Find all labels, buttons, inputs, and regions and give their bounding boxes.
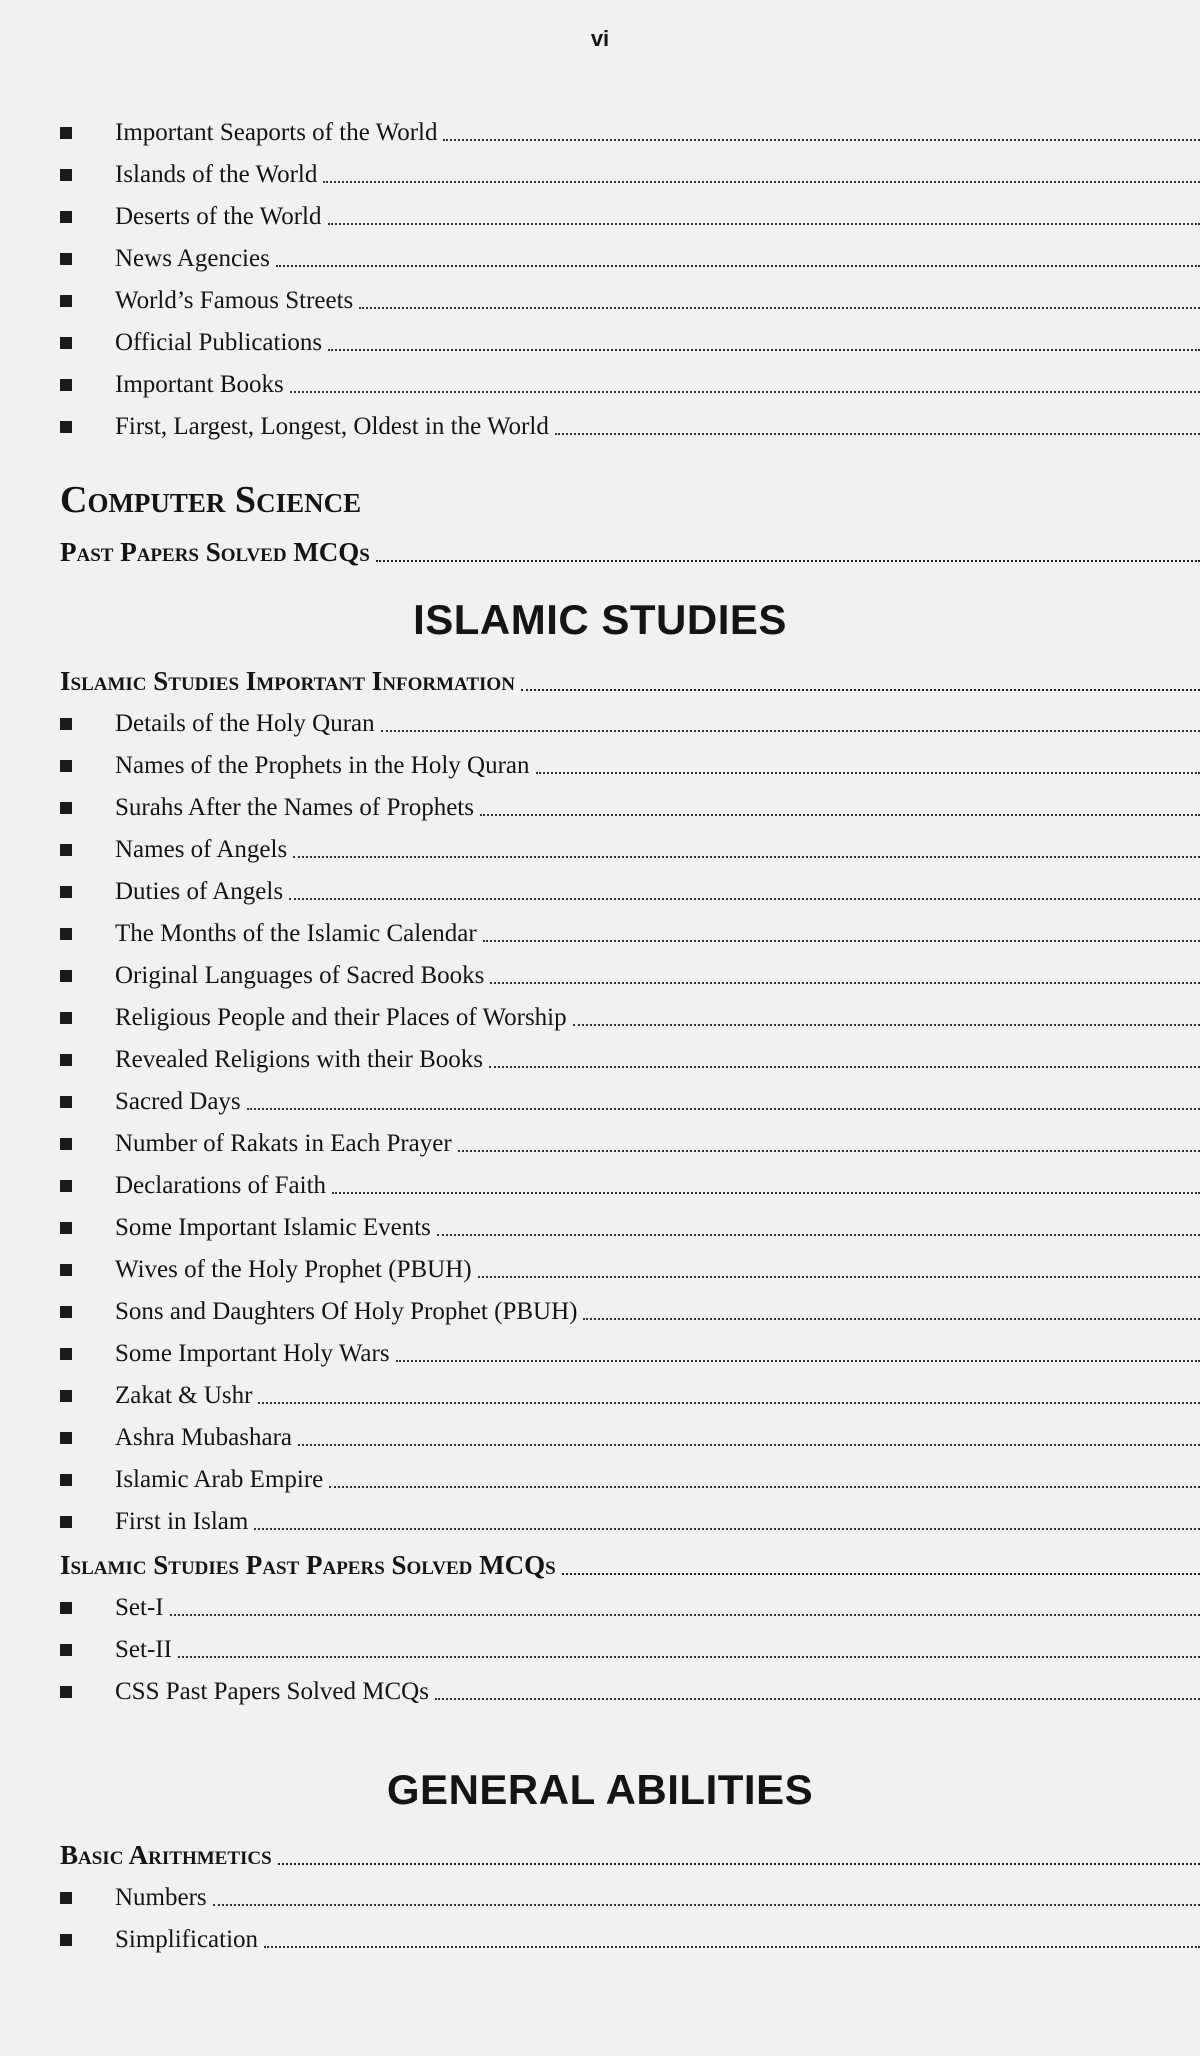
toc-entry[interactable]: [0, 1629, 1200, 1671]
heading-label: Islamic Studies Important Information: [60, 665, 515, 696]
square-bullet-icon: [60, 844, 72, 856]
toc-entry[interactable]: [0, 1501, 1200, 1543]
dot-leader: [254, 1528, 1200, 1530]
square-bullet-icon: [60, 1138, 72, 1150]
toc-entry[interactable]: [0, 1081, 1200, 1123]
dot-leader: [323, 181, 1200, 183]
dot-leader: [583, 1318, 1200, 1320]
square-bullet-icon: [60, 1012, 72, 1024]
square-bullet-icon: [60, 928, 72, 940]
toc-entry-label: Sons and Daughters Of Holy Prophet (PBUH): [115, 1298, 578, 1325]
dot-leader: [289, 898, 1200, 900]
toc-entry-label: Details of the Holy Quran: [115, 710, 375, 737]
square-bullet-icon: [60, 295, 72, 307]
toc-entry-label: Declarations of Faith: [115, 1172, 327, 1199]
square-bullet-icon: [60, 886, 72, 898]
square-bullet-icon: [60, 1348, 72, 1360]
computer-science-title: Computer Science: [60, 479, 362, 521]
toc-entry-label: First in Islam: [115, 1508, 249, 1535]
toc-entry-label: Set-I: [115, 1594, 164, 1621]
square-bullet-icon: [60, 1180, 72, 1192]
toc-entry[interactable]: [0, 913, 1200, 955]
toc-entry[interactable]: [0, 238, 1200, 280]
dot-leader: [483, 940, 1200, 942]
toc-entry[interactable]: [0, 1333, 1200, 1375]
toc-entry-label: Original Languages of Sacred Books: [115, 962, 485, 989]
dot-leader: [480, 814, 1200, 816]
toc-entry[interactable]: [0, 829, 1200, 871]
toc-entry-label: Ashra Mubashara: [115, 1424, 293, 1451]
square-bullet-icon: [60, 1686, 72, 1698]
dot-leader: [332, 1192, 1200, 1194]
dot-leader: [376, 560, 1200, 562]
toc-heading-basic-arithmetics[interactable]: [0, 1833, 1200, 1877]
dot-leader: [555, 433, 1200, 435]
square-bullet-icon: [60, 1054, 72, 1066]
dot-leader: [562, 1573, 1200, 1575]
square-bullet-icon: [60, 1474, 72, 1486]
islamic-mcq-list: [0, 1587, 1200, 1713]
dot-leader: [489, 1066, 1200, 1068]
dot-leader: [264, 1946, 1200, 1948]
toc-entry-label: Islamic Arab Empire: [115, 1466, 324, 1493]
toc-entry-label: Numbers: [115, 1884, 207, 1911]
dot-leader: [521, 689, 1200, 691]
square-bullet-icon: [60, 1390, 72, 1402]
toc-entry[interactable]: [0, 1587, 1200, 1629]
toc-heading-islamic-info[interactable]: [0, 659, 1200, 703]
toc-entry-label: Names of the Prophets in the Holy Quran: [115, 752, 530, 779]
toc-entry-label: Some Important Islamic Events: [115, 1214, 431, 1241]
toc-entry-label: Religious People and their Places of Worship: [115, 1004, 567, 1031]
computer-science-section: [0, 470, 1200, 574]
square-bullet-icon: [60, 1934, 72, 1946]
square-bullet-icon: [60, 970, 72, 982]
toc-entry-label: Sacred Days: [115, 1088, 241, 1115]
toc-entry[interactable]: [0, 1291, 1200, 1333]
general-abilities-section: [0, 1755, 1200, 1961]
square-bullet-icon: [60, 211, 72, 223]
dot-leader: [437, 1234, 1200, 1236]
dot-leader: [359, 307, 1200, 309]
toc-entry[interactable]: [0, 1877, 1200, 1919]
toc-entry[interactable]: [0, 280, 1200, 322]
toc-entry-label: News Agencies: [115, 245, 270, 272]
square-bullet-icon: [60, 1096, 72, 1108]
dot-leader: [478, 1276, 1200, 1278]
dot-leader: [458, 1150, 1200, 1152]
toc-entry[interactable]: [0, 871, 1200, 913]
square-bullet-icon: [60, 1432, 72, 1444]
toc-entry[interactable]: [0, 1459, 1200, 1501]
toc-entry[interactable]: [0, 1123, 1200, 1165]
world-items-list: [0, 112, 1200, 448]
dot-leader: [170, 1614, 1200, 1616]
dot-leader: [443, 139, 1200, 141]
toc-entry[interactable]: [0, 154, 1200, 196]
square-bullet-icon: [60, 1516, 72, 1528]
toc-entry[interactable]: [0, 1375, 1200, 1417]
islamic-studies-title: ISLAMIC STUDIES: [413, 596, 787, 643]
square-bullet-icon: [60, 253, 72, 265]
toc-entry-label: Wives of the Holy Prophet (PBUH): [115, 1256, 472, 1283]
square-bullet-icon: [60, 421, 72, 433]
dot-leader: [247, 1108, 1200, 1110]
toc-entry-label: Duties of Angels: [115, 878, 284, 905]
dot-leader: [490, 982, 1200, 984]
dot-leader: [328, 349, 1200, 351]
square-bullet-icon: [60, 1306, 72, 1318]
toc-entry-label: Some Important Holy Wars: [115, 1340, 390, 1367]
toc-entry[interactable]: [0, 1671, 1200, 1713]
toc-entry[interactable]: [0, 1165, 1200, 1207]
toc-entry[interactable]: [0, 745, 1200, 787]
toc-entry-label: Important Books: [115, 371, 284, 398]
toc-entry-label: First, Largest, Longest, Oldest in the World: [115, 413, 549, 440]
toc-entry[interactable]: [0, 196, 1200, 238]
toc-entry[interactable]: [0, 703, 1200, 745]
square-bullet-icon: [60, 379, 72, 391]
toc-entry-label: Number of Rakats in Each Prayer: [115, 1130, 452, 1157]
dot-leader: [278, 1863, 1200, 1865]
toc-entry[interactable]: [0, 322, 1200, 364]
toc-entry-label: Important Seaports of the World: [115, 119, 438, 146]
toc-entry[interactable]: [0, 1039, 1200, 1081]
dot-leader: [573, 1024, 1200, 1026]
toc-entry[interactable]: [0, 955, 1200, 997]
square-bullet-icon: [60, 718, 72, 730]
square-bullet-icon: [60, 127, 72, 139]
dot-leader: [298, 1444, 1200, 1446]
square-bullet-icon: [60, 1602, 72, 1614]
dot-leader: [178, 1656, 1200, 1658]
dot-leader: [536, 772, 1200, 774]
heading-label: Basic Arithmetics: [60, 1839, 272, 1870]
toc-entry-label: Deserts of the World: [115, 203, 322, 230]
toc-entry-label: CSS Past Papers Solved MCQs: [115, 1678, 429, 1705]
square-bullet-icon: [60, 760, 72, 772]
toc-entry-label: Set-II: [115, 1636, 172, 1663]
toc-entry[interactable]: [0, 787, 1200, 829]
toc-entry[interactable]: [0, 1417, 1200, 1459]
toc-entry-label: The Months of the Islamic Calendar: [115, 920, 477, 947]
toc-entry[interactable]: [0, 1919, 1200, 1961]
heading-label: Islamic Studies Past Papers Solved MCQs: [60, 1549, 556, 1580]
toc-entry[interactable]: [0, 406, 1200, 448]
toc-entry-label: Zakat & Ushr: [115, 1382, 253, 1409]
dot-leader: [381, 730, 1200, 732]
heading-label: Past Papers Solved MCQs: [60, 536, 370, 567]
toc-entry-label: Islands of the World: [115, 161, 318, 188]
dot-leader: [293, 856, 1200, 858]
toc-entry-label: Official Publications: [115, 329, 323, 356]
square-bullet-icon: [60, 1264, 72, 1276]
toc-entry-label: Simplification: [115, 1926, 259, 1953]
toc-heading-islamic-mcqs[interactable]: [0, 1543, 1200, 1587]
dot-leader: [276, 265, 1200, 267]
dot-leader: [258, 1402, 1200, 1404]
toc-entry[interactable]: [0, 997, 1200, 1039]
dot-leader: [328, 223, 1200, 225]
general-abilities-list: [0, 1877, 1200, 1961]
toc-entry[interactable]: [0, 112, 1200, 154]
toc-entry[interactable]: [0, 1207, 1200, 1249]
square-bullet-icon: [60, 1222, 72, 1234]
toc-entry-label: Revealed Religions with their Books: [115, 1046, 484, 1073]
toc-entry-label: Surahs After the Names of Prophets: [115, 794, 474, 821]
dot-leader: [290, 391, 1200, 393]
square-bullet-icon: [60, 1892, 72, 1904]
square-bullet-icon: [60, 1644, 72, 1656]
islamic-studies-section: [0, 585, 1200, 1713]
toc-entry-label: World’s Famous Streets: [115, 287, 354, 314]
square-bullet-icon: [60, 337, 72, 349]
islamic-info-list: [0, 703, 1200, 1543]
page-number: vi: [590, 26, 610, 51]
dot-leader: [396, 1360, 1200, 1362]
dot-leader: [213, 1904, 1200, 1906]
dot-leader: [435, 1698, 1200, 1700]
square-bullet-icon: [60, 802, 72, 814]
square-bullet-icon: [60, 169, 72, 181]
toc-entry[interactable]: [0, 1249, 1200, 1291]
toc-heading-past-papers[interactable]: [0, 530, 1200, 574]
toc-entry[interactable]: [0, 364, 1200, 406]
general-abilities-title: GENERAL ABILITIES: [386, 1766, 814, 1813]
dot-leader: [329, 1486, 1200, 1488]
toc-entry-label: Names of Angels: [115, 836, 288, 863]
